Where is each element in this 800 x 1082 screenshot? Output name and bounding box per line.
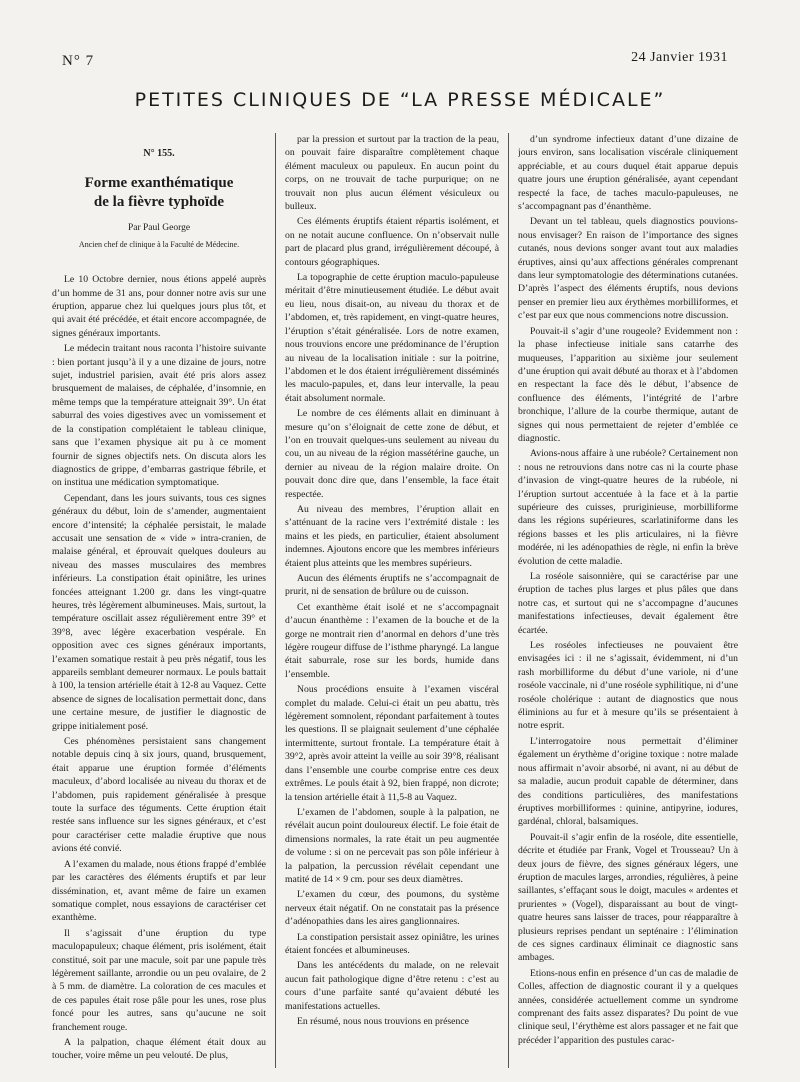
article-title-line-2: de la fièvre typhoïde	[93, 194, 225, 211]
paragraph: Ces phénomènes persistaient sans changement notable depuis cinq à six jours, quand, brusquement, était apparue une éruption formée d’éléments maculeux, d’abord localisée au niveau du thorax et de l’abdomen, puis rapidement généralisée à presque toute la surface des téguments. Cette éruption était restée sans influence sur les signes généraux, et c’est pour caractériser cette maladie éruptive que nous avions été convié.	[52, 736, 266, 855]
paragraph: Le 10 Octobre dernier, nous étions appelé auprès d’un homme de 31 ans, pour donner notre avis sur une éruption, apparue chez lui quelques jours plus tôt, et qui avait été précédée, et était encore accompagnée, de signes généraux importants.	[52, 274, 266, 339]
paragraph: Les roséoles infectieuses ne pouvaient être envisagées ici : il ne s’agissait, évidemment, ni d’un rash morbilliforme du début d’une variole, ni d’une roséole vaccinale, ni d’une roséole syphilitique, ni d’une roséole cholérique : autant de diagnostics que nous éliminions au fur et à mesure qu’ils se présentaient à notre esprit.	[518, 640, 738, 732]
paragraph: Ces éléments éruptifs étaient répartis isolément, et on ne notait aucune confluence. On n’observait nulle part de placard plus grand, irrégulièrement découpé, à contours géographiques.	[285, 216, 499, 268]
article-number: N° 155.	[143, 148, 175, 159]
paragraph: L’examen de l’abdomen, souple à la palpation, ne révélait aucun point douloureux électif. Le foie était de dimensions normales, la rate était un peu augmentée de volume : si on ne percevait pas son pôle inférieur à la palpation, la percussion révélait cependant une matité de 14 × 9 cm. pour ses deux diamètres.	[285, 806, 499, 885]
article-title-line-1: Forme exanthématique	[84, 175, 234, 192]
paragraph: Cet exanthème était isolé et ne s’accompagnait d’aucun énanthème : l’examen de la bouche et de la gorge ne montrait rien d’anormal en dehors d’une très légère rougeur diffuse de l’isthme pharyngé. La langue était saburrale, rose sur les bords, humide dans l’ensemble.	[285, 601, 499, 680]
paragraph: La constipation persistait assez opiniâtre, les urines étaient foncées et albumineuses.	[285, 931, 499, 956]
column-3-body	[518, 133, 738, 1047]
issue-number: N° 7	[62, 53, 95, 69]
paragraph: Cependant, dans les jours suivants, tous ces signes généraux du début, loin de s’amender, augmentaient encore d’intensité; la céphalée persistait, le malade accusait une sensation de « vide » intra-cranien, de malaise général, et éprouvait quelques douleurs au niveau des masses musculaires des membres inférieurs. La constipation était opiniâtre, les urines foncées atteignant 1.200 gr. dans les vingt-quatre heures, très légèrement albumineuses. Mais, surtout, la température oscillait assez régulièrement entre 39° et 39°8, avec légère exacerbation vespérale. En opposition avec ces signes généraux importants, l’examen somatique restait à peu près négatif, tous les appareils semblant demeurer normaux. Le pouls battait à 100, la tension artérielle était à 12-8 au Vaquez. Cette absence de signes de localisation permettait donc, dans une certaine mesure, de justifier le diagnostic de grippe initialement posé.	[52, 492, 266, 732]
article-author: Par Paul George	[127, 223, 191, 234]
column-1-body	[52, 273, 266, 1063]
paragraph: Avions-nous affaire à une rubéole? Certainement non : nous ne retrouvions dans notre cas ni la courte phase d’invasion de vingt-quatre heures de la rubéole, ni l’éruption surtout accentuée à la face et à la partie supérieure des cuisses, pruriginieuse, morbilliforme dans les régions supérieures, scarlatiniforme dans les régions basses et les plis articulaires, ni la fièvre modérée, ni les adénopathies de règle, ni enfin la brève évolution de cette maladie.	[518, 448, 738, 567]
paragraph: A l’examen du malade, nous étions frappé d’emblée par les caractères des éléments éruptifs et par leur dissémination, et, avant même de faire un examen somatique complet, nous essayions de caractériser cet exanthème.	[52, 858, 266, 924]
issue-date: 24 Janvier 1931	[631, 50, 728, 65]
paragraph: Nous procédions ensuite à l’examen viscéral complet du malade. Celui-ci était un peu abattu, très légèrement somnolent, répondant parfaitement à toutes les questions. Il se plaignait seulement d’une céphalée intermittente, surtout frontale. La température était à 39°2, après avoir atteint la veille au soir 39°8, réalisant dans l’ensemble une courbe comprise entre ces deux extrêmes. Le pouls était à 92, bien frappé, non dicrote; la tension artérielle était à 11,5-8 au Vaquez.	[285, 684, 499, 803]
column-2-body	[285, 133, 499, 1028]
paragraph: Aucun des éléments éruptifs ne s’accompagnait de prurit, ni de sensation de brûlure ou de cuisson.	[285, 573, 499, 598]
article-title	[52, 174, 266, 212]
paragraph: La topographie de cette éruption maculo-papuleuse méritait d’être minutieusement étudiée. Le début avait eu lieu, nous disait-on, au niveau du thorax et de l’abdomen, et, très rapidement, en vingt-quatre heures, l’éruption s’était généralisée. Lors de notre examen, nous trouvions encore une prédominance de l’éruption au niveau de la localisation initiale : sur la poitrine, l’abdomen et le dos étaient irrégulièrement disséminés les maculo-papules, et, dans leur intervalle, la peau était absolument normale.	[285, 272, 499, 404]
paragraph: Devant un tel tableau, quels diagnostics pouvions-nous envisager? En raison de l’importance des signes cutanés, nous devions songer avant tout aux maladies éruptives, ainsi qu’aux affections générales comprenant dans leur symptomatologie des déterminations cutanées. D’après l’aspect des éléments éruptifs, nous devions penser en premier lieu aux érythèmes morbilliformes, et c’est par eux que nous commencions notre discussion.	[518, 216, 738, 322]
paragraph: Au niveau des membres, l’éruption allait en s’atténuant de la racine vers l’extrémité distale : les mains et les pieds, en particulier, étaient absolument indemnes. Ajoutons encore que les membres inférieurs étaient plus atteints que les membres supérieurs.	[285, 503, 499, 569]
column-divider-1	[275, 133, 276, 1068]
column-1	[52, 133, 266, 1068]
paragraph: A la palpation, chaque élément était doux au toucher, voire même un peu velouté. De plus,	[52, 1036, 266, 1062]
paragraph: L’examen du cœur, des poumons, du système nerveux était négatif. On ne constatait pas la présence d’adénopathies dans les aires ganglionnaires.	[285, 889, 499, 928]
paragraph: L’interrogatoire nous permettait d’éliminer également un érythème d’origine toxique : notre malade nous affirmait n’avoir absorbé, ni avant, ni au début de sa maladie, aucun produit capable de déterminer, dans des conditions particulières, des manifestations éruptives morbilliformes : quinine, antipyrine, iodures, gardénal, chloral, balsamiques.	[518, 735, 738, 828]
author-affiliation: Ancien chef de clinique à la Faculté de Médecine.	[78, 239, 240, 249]
paragraph: Dans les antécédents du malade, on ne relevait aucun fait pathologique digne d’être retenu : c’est au cours d’une parfaite santé qu’avaient débuté les manifestations actuelles.	[285, 960, 499, 1012]
paragraph: Etions-nous enfin en présence d’un cas de maladie de Colles, affection de diagnostic courant il y a quelques années, considérée actuellement comme un syndrome comprenant des faits assez disparates? Du point de vue clinique seul, l’érythème est alors passager et ne fait que précéder l’apparition des pustules carac-	[518, 967, 738, 1046]
column-2	[285, 133, 499, 1068]
paragraph: d’un syndrome infectieux datant d’une dizaine de jours environ, sans localisation viscérale cliniquement appréciable, et au cours duquel était apparue depuis quatre jours une éruption généralisée, ayant cependant respecté la face, de taches maculo-papuleuses, ne s’accompagnant pas d’énanthème.	[518, 134, 738, 213]
paragraph: En résumé, nous nous trouvions en présence	[297, 1016, 469, 1027]
paragraph: par la pression et surtout par la traction de la peau, on pouvait faire disparaître complètement chaque élément maculeux ou papuleux. En aucun point du corps, on ne trouvait de tache purpurique; on ne trouvait non plus aucun élément vésiculeux ou bulleux.	[285, 134, 499, 213]
paragraph: Le médecin traitant nous raconta l’histoire suivante : bien portant jusqu’à il y a une dizaine de jours, notre sujet, industriel parisien, avait été pris alors assez brusquement de malaises, de céphalée, d’insomnie, en même temps que la température atteignait 39°. Un état saburral des voies digestives avec un vomissement et de la constipation complétaient le tableau clinique, sans que l’examen physique ait pu à ce moment fournir de signes objectifs nets. On discuta alors les diagnostics de grippe, d’embarras gastrique fébrile, et on institua une médication symptomatique.	[52, 343, 266, 489]
paragraph: Pouvait-il s’agir d’une rougeole? Evidemment non : la phase infectieuse initiale sans catarrhe des muqueuses, l’apparition au sixième jour seulement d’une éruption qui avait débuté au thorax et à l’abdomen en respectant la face dès le début, l’absence de confluence des éléments, l’intégrité de l’arbre bronchique, l’allure de la courbe thermique, autant de signes qui nous permettaient de rejeter d’emblée ce diagnostic.	[518, 325, 738, 444]
paragraph: Le nombre de ces éléments allait en diminuant à mesure qu’on s’éloignait de cette zone de début, et l’on en trouvait quelques-uns seulement au niveau du cou, un au niveau de la région massétérine gauche, un dernier au niveau de la région malaire droite. On pouvait donc dire que, dans l’ensemble, la face était respectée.	[285, 408, 499, 500]
column-3	[518, 133, 738, 1068]
paragraph: La roséole saisonnière, qui se caractérise par une éruption de taches plus larges et plus pâles que dans notre cas, et surtout qui ne s’accompagne d’aucunes manifestations infectieuses, devait également être écartée.	[518, 571, 738, 636]
section-title: PETITES CLINIQUES DE “LA PRESSE MÉDICALE”	[134, 89, 666, 111]
paragraph: Il s’agissait d’une éruption du type maculopapuleux; chaque élément, pris isolément, était constitué, soit par une macule, soit par une papule très légèrement saillante, arrondie ou un peu ovalaire, de 2 à 5 mm. de diamètre. La coloration de ces macules et de ces papules était rose pâle pour les unes, rose plus foncé pour les autres, sans qu’aucune ne soit franchement rouge.	[52, 927, 266, 1033]
paragraph: Pouvait-il s’agir enfin de la roséole, dite essentielle, décrite et étudiée par Frank, Vogel et Trousseau? Un à deux jours de fièvre, des signes généraux légers, une éruption de macules larges, arrondies, régulières, à peine saillantes, s’effaçant sous le doigt, macules « ardentes et prurientes » (Vogel), disparaissant au bout de vingt-quatre heures sans laisser de traces, pour réapparaître à plusieurs reprises pendant un septénaire : l’élimination de ces signes cardinaux éliminait ce diagnostic sans ambages.	[518, 831, 738, 964]
column-divider-2	[508, 133, 509, 1068]
